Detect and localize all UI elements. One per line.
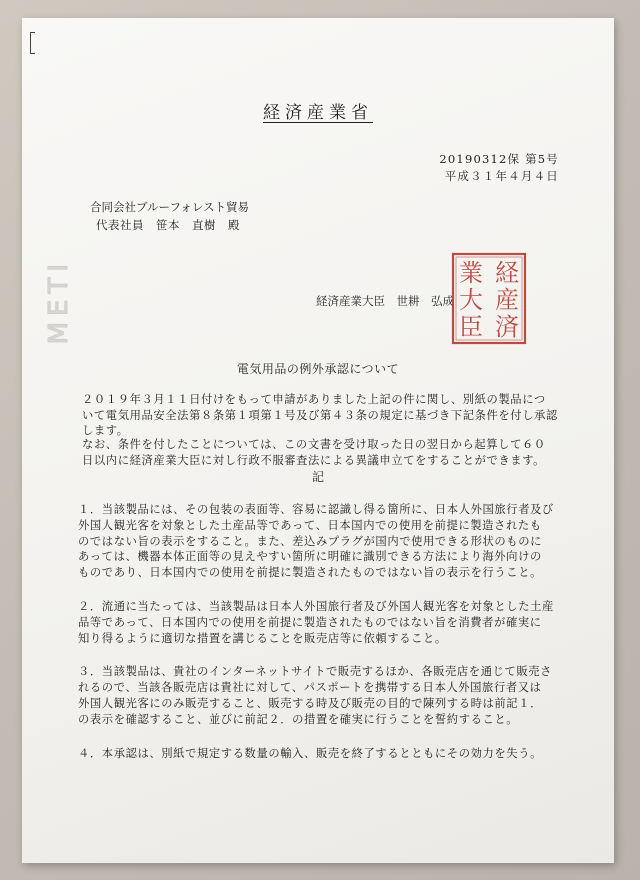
body-paragraph-2 — [82, 437, 574, 468]
body-line: なお、条件を付したことについては、この文書を受け取った日の翌日から起算して６０ — [82, 438, 546, 451]
seal-glyph: 産 — [495, 286, 519, 314]
ministry-title-text: 経済産業省 — [263, 103, 373, 123]
seal-glyph: 経 — [495, 259, 519, 287]
condition-line: 知り得るように適切な措置を講じることを販売店等に依頼すること。 — [78, 631, 447, 645]
seal-glyph: 大 — [459, 286, 483, 314]
document-number: 20190312保 第5号 — [439, 152, 559, 166]
condition-line: １．当該製品には、その包装の表面等、容易に認識し得る箇所に、日本人外国旅行者及び — [78, 503, 554, 516]
condition-line: あっては、機器本体正面等の見えやすい箇所に明確に識別できる方法により海外向けの — [78, 550, 542, 564]
body-line: します。 — [82, 424, 129, 437]
condition-item-3 — [78, 664, 578, 727]
condition-line: ３．当該製品は、貴社のインターネットサイトで販売するほか、各販売店を通じて販売さ — [78, 665, 553, 679]
ministry-title — [22, 98, 614, 123]
recipient-company: 合同会社ブルーフォレスト貿易 — [90, 200, 250, 214]
body-line: ２０１９年３月１１日付けをもって申請がありました上記の件に関し、別紙の製品につ — [82, 393, 546, 406]
condition-item-1 — [78, 502, 578, 581]
body-line: 日以内に経済産業大臣に対し行政不服審査法による異議申立てをすることができます。 — [82, 453, 546, 467]
subject-heading: 電気用品の例外承認について — [236, 362, 400, 376]
condition-line: ２．流通に当たっては、当該製品は日本人外国旅行者及び外国人観光客を対象とした土産 — [78, 599, 554, 613]
condition-line: 外国人観光客にのみ販売すること、販売する時及び販売の目的で陳列する時は前記１． — [78, 696, 542, 710]
condition-line: 外国人観光客を対象とした土産品等であって、日本国内での使用を前提に製造されたも — [78, 518, 542, 532]
condition-item-4 — [78, 746, 578, 762]
body-line: いて電気用品安全法第８条第１項第１号及び第４３条の規定に基づき下記条件を付し承認 — [82, 408, 558, 422]
sender-minister: 経済産業大臣 世耕 弘成 — [316, 294, 454, 308]
recipient-representative: 代表社員 笹本 直樹 殿 — [96, 218, 240, 232]
document-sheet — [22, 18, 614, 863]
meti-perforation-watermark: METI — [44, 258, 74, 345]
condition-line: ４．本承認は、別紙で規定する数量の輸入、販売を終了するとともにその効力を失う。 — [78, 746, 542, 760]
ki-heading: 記 — [311, 470, 324, 484]
condition-line: の表示を確認すること、並びに前記２．の措置を確実に行うことを誓約すること。 — [78, 712, 519, 726]
condition-line: 品等であって、日本国内での使用を前提に製造されたものではない旨を消費者が確実に — [78, 615, 542, 629]
seal-glyph: 臣 — [459, 313, 483, 341]
seal-glyph: 業 — [459, 259, 483, 287]
body-paragraph-1 — [82, 392, 574, 439]
official-seal-stamp — [450, 251, 528, 346]
condition-line: のではない旨の表示をすること。また、差込みプラグが国内で使用できる形状のものに — [78, 534, 542, 548]
document-date: 平成３１年４月４日 — [444, 169, 559, 183]
condition-line: れるので、当該各販売店は貴社に対して、パスポートを携帯する日本人外国旅行者又は — [78, 681, 542, 695]
seal-glyph: 済 — [495, 313, 519, 341]
condition-line: ものであり、日本国内での使用を前提に製造されたものではない旨の表示を行うこと。 — [78, 566, 542, 580]
condition-item-2 — [78, 599, 578, 646]
corner-bracket-mark — [30, 32, 35, 54]
conditions-list — [78, 502, 578, 779]
